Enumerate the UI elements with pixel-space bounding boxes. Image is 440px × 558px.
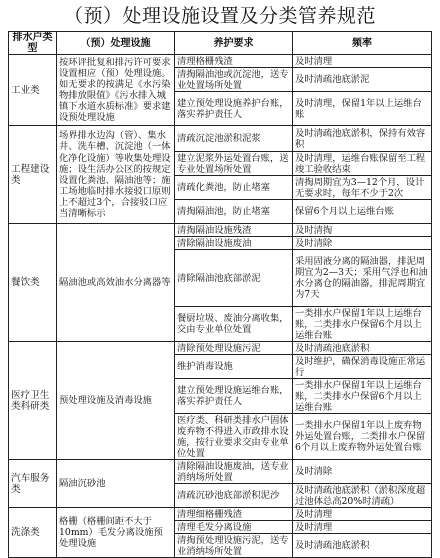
frequency-cell: 及时清理，保留1年以上运维台账 (293, 92, 432, 126)
table-row (9, 55, 432, 68)
requirement-cell: 清疏沉淀池淤积泥浆 (175, 126, 293, 152)
type-cell: 工业类 (9, 55, 57, 126)
requirement-cell: 清理格栅残渣 (175, 55, 293, 68)
frequency-cell: 及时清疏池底淤积，保持有效容积 (293, 126, 432, 152)
spec-table (8, 31, 432, 558)
requirement-cell: 清掏隔油设施残渣 (175, 224, 293, 237)
facility-cell: 格栅（格栅间距不大于10mm）毛发分离设施预处理设施 (57, 508, 175, 558)
frequency-cell: 一类排水户保留1年以上废弃物外运处置台账，二类排水户保留6个月以上废弃物外运处置台账 (293, 414, 432, 460)
frequency-cell: 及时清疏池底淤积 (293, 534, 432, 558)
requirement-cell: 维护消毒设施 (175, 355, 293, 379)
requirement-cell: 清掏隔油池或沉淀池，送专业处置场所处置 (175, 68, 293, 92)
facility-cell: 场界排水边沟（管）、集水井、洗车槽、沉淀池（一体化净化设施）等收集处理设施；设生活办公区的按规定设置化粪池、隔油池等；施工场地临时排水接驳口原则上不超过3个，合接驳口应当清晰标示 (57, 126, 175, 224)
requirement-cell: 清疏沉砂池底部淤积泥沙 (175, 484, 293, 508)
requirement-cell: 清除隔油设施废油 (175, 237, 293, 250)
frequency-cell: 清掏周期宜为3—12个月，设计无要求时，每年不少于2次 (293, 176, 432, 200)
frequency-cell: 及时清掏 (293, 224, 432, 237)
facility-cell: 隔油沉砂池 (57, 460, 175, 508)
frequency-cell: 保留6个月以上运维台账 (293, 200, 432, 224)
type-cell: 汽车服务类 (9, 460, 57, 508)
frequency-cell: 及时清除 (293, 460, 432, 484)
requirement-cell: 清理毛发分离设施 (175, 521, 293, 534)
frequency-cell: 一类排水户保留1年以上运维台账，二类排水户保留6个月以上运维台账 (293, 379, 432, 414)
header-frequency: 频率 (293, 32, 432, 55)
frequency-cell: 及时清疏池底淤积 (293, 342, 432, 355)
frequency-cell: 及时清疏池底淤积（淤积深度超过池体总高20%时清疏） (293, 484, 432, 508)
table-row (9, 126, 432, 152)
frequency-cell: 及时清理，运维台账保留至工程竣工验收结束 (293, 152, 432, 176)
page-title: （预）处理设施设置及分类管养规范 (63, 5, 376, 27)
header-facility: （预）处理设施 (57, 32, 175, 55)
frequency-cell: 采用固液分离的隔油器，排泥周期宜为2—3天；采用气浮也和油水分离仓的隔油器，排泥周期宜为7天 (293, 250, 432, 307)
frequency-cell: 及时清理 (293, 55, 432, 68)
frequency-cell: 一类排水户保留1年以上运维台账，二类排水户保留6个月以上运维台账 (293, 307, 432, 342)
requirement-cell: 建立预处理设施养护台账，落实养护责任人 (175, 92, 293, 126)
facility-cell: 隔油池或高效油水分离器等 (57, 224, 175, 342)
requirement-cell: 清掏隔油池，防止堵塞 (175, 200, 293, 224)
requirement-cell: 餐厨垃圾、废油分离收集，交由专业单位处置 (175, 307, 293, 342)
frequency-cell: 及时清除 (293, 237, 432, 250)
type-cell: 餐饮类 (9, 224, 57, 342)
requirement-cell: 建立泥浆外运处置台账，送专业处置场所处置 (175, 152, 293, 176)
frequency-cell: 及时清疏池底淤泥 (293, 68, 432, 92)
table-row (9, 508, 432, 521)
type-cell: 医疗卫生类科研类 (9, 342, 57, 460)
requirement-cell: 医疗类、科研类排水户固体废弃物不得进入市政排水设施，按行业要求交由专业单位处置 (175, 414, 293, 460)
header-type: 排水户类型 (9, 32, 57, 55)
type-cell: 洗涤类 (9, 508, 57, 558)
header-requirement: 养护要求 (175, 32, 293, 55)
requirement-cell: 清掏预处理设施污泥，送专业消纳场所处置 (175, 534, 293, 558)
requirement-cell: 建立预处理设施运维台账，落实养护责任人 (175, 379, 293, 414)
requirement-cell: 清除预处理设施污泥 (175, 342, 293, 355)
requirement-cell: 清除隔油池底部淤泥 (175, 250, 293, 307)
frequency-cell: 及时维护，确保消毒设施正常运行 (293, 355, 432, 379)
frequency-cell: 及时清理 (293, 508, 432, 521)
facility-cell: 预处理设施及消毒设施 (57, 342, 175, 460)
table-header-row (9, 32, 432, 55)
requirement-cell: 清除隔油设施废油，送专业消纳场所处置 (175, 460, 293, 484)
type-cell: 工程建设类 (9, 126, 57, 224)
table-row (9, 342, 432, 355)
table-row (9, 460, 432, 484)
requirement-cell: 清理细格栅残渣 (175, 508, 293, 521)
facility-cell: 按环评批复和排污许可要求设置相应（预）处理设施。如无要求的按满足《水污染物排放限值》《污水排入城镇下水道水质标准》要求建设预处理设施 (57, 55, 175, 126)
table-row (9, 224, 432, 237)
requirement-cell: 清疏化粪池，防止堵塞 (175, 176, 293, 200)
frequency-cell: 及时清理 (293, 521, 432, 534)
